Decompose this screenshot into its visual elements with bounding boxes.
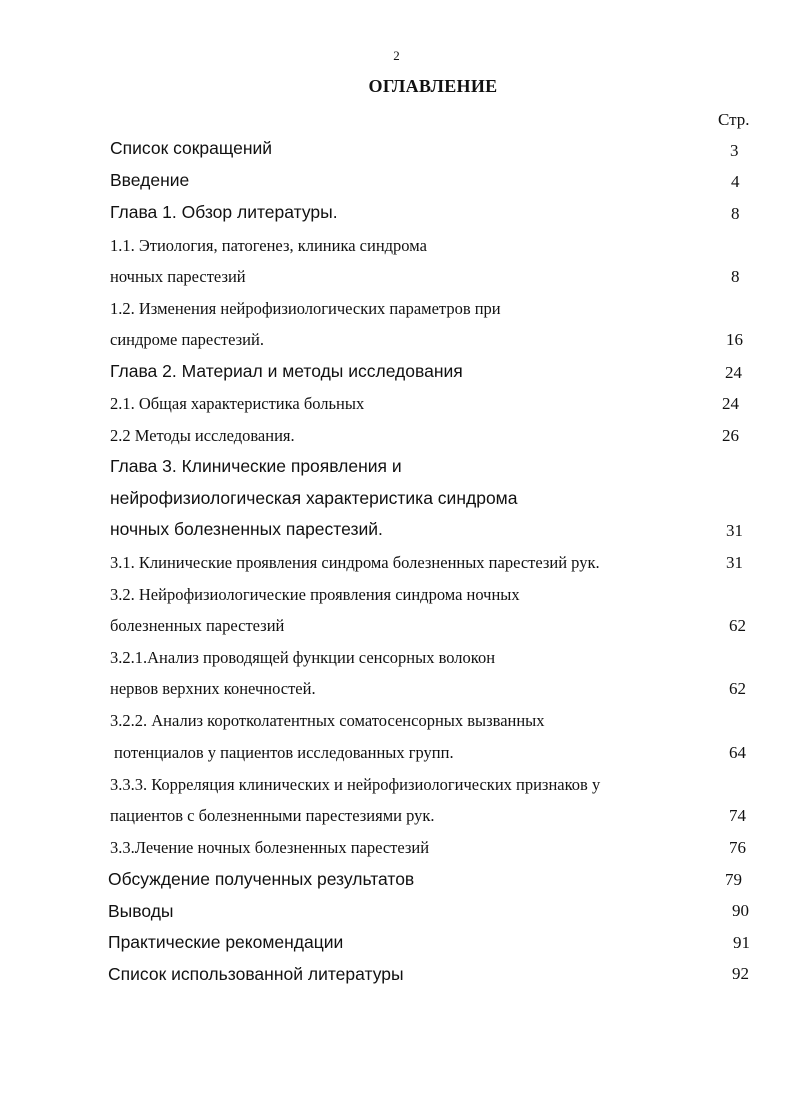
toc-page-discussion: 79 xyxy=(725,870,742,889)
toc-entry-section-1-2-cont[interactable]: синдроме парестезий. xyxy=(110,330,264,349)
toc-page-recommendations: 91 xyxy=(733,933,750,952)
toc-entry-section-3-2-2-cont[interactable]: потенциалов у пациентов исследованных групп. xyxy=(114,743,454,762)
toc-entry-references[interactable]: Список использованной литературы xyxy=(108,964,404,984)
toc-entry-section-3-2-1[interactable]: 3.2.1.Анализ проводящей функции сенсорных волокон xyxy=(110,648,496,667)
toc-page-section-3-2-1: 62 xyxy=(729,679,746,698)
toc-page-section-1-2: 16 xyxy=(726,330,743,349)
toc-entry-chapter-2[interactable]: Глава 2. Материал и методы исследования xyxy=(110,361,463,381)
toc-page-conclusions: 90 xyxy=(732,901,749,920)
toc-entry-section-3-1[interactable]: 3.1. Клинические проявления синдрома болезненных парестезий рук. xyxy=(110,553,600,572)
toc-page-section-2-1: 24 xyxy=(722,394,739,413)
toc-entry-conclusions[interactable]: Выводы xyxy=(108,901,174,921)
page-number: 2 xyxy=(393,48,400,63)
page-column-header: Стр. xyxy=(718,110,750,129)
toc-page-section-2-2: 26 xyxy=(722,426,739,445)
toc-entry-chapter-3[interactable]: Глава 3. Клинические проявления и xyxy=(110,456,402,476)
toc-entry-abbreviations[interactable]: Список сокращений xyxy=(110,138,273,158)
toc-page-chapter-1: 8 xyxy=(731,204,740,223)
toc-entry-introduction[interactable]: Введение xyxy=(110,170,190,190)
toc-page-section-3-2: 62 xyxy=(729,616,746,635)
page-title: ОГЛАВЛЕНИЕ xyxy=(368,76,498,96)
toc-page-section-3-1: 31 xyxy=(726,553,743,572)
toc-entry-section-3-3-3-cont[interactable]: пациентов с болезненными парестезиями рук. xyxy=(110,806,435,825)
toc-entry-section-2-1[interactable]: 2.1. Общая характеристика больных xyxy=(110,394,365,413)
toc-entry-recommendations[interactable]: Практические рекомендации xyxy=(108,932,344,952)
toc-entry-section-1-1[interactable]: 1.1. Этиология, патогенез, клиника синдрома xyxy=(110,236,427,255)
toc-page-section-3-2-2: 64 xyxy=(729,743,746,762)
toc-page-introduction: 4 xyxy=(731,172,740,191)
toc-entry-chapter-1[interactable]: Глава 1. Обзор литературы. xyxy=(110,202,338,222)
toc-page-section-1-1: 8 xyxy=(731,267,740,286)
toc-page-section-3-3: 76 xyxy=(729,838,746,857)
toc-entry-section-3-2-1-cont[interactable]: нервов верхних конечностей. xyxy=(110,679,316,698)
toc-entry-section-3-3[interactable]: 3.3.Лечение ночных болезненных парестезий xyxy=(110,838,430,857)
toc-page-abbreviations: 3 xyxy=(730,141,739,160)
toc-entry-chapter-3-cont2[interactable]: ночных болезненных парестезий. xyxy=(110,519,383,539)
toc-entry-chapter-3-cont1[interactable]: нейрофизиологическая характеристика синдрома xyxy=(110,488,518,508)
toc-entry-section-1-1-cont[interactable]: ночных парестезий xyxy=(110,267,246,286)
toc-page-chapter-3: 31 xyxy=(726,521,743,540)
toc-entry-section-3-2[interactable]: 3.2. Нейрофизиологические проявления синдрома ночных xyxy=(110,585,520,604)
toc-page-chapter-2: 24 xyxy=(725,363,742,382)
toc-entry-section-3-3-3[interactable]: 3.3.3. Корреляция клинических и нейрофизиологических признаков у xyxy=(110,775,601,794)
toc-entry-section-2-2[interactable]: 2.2 Методы исследования. xyxy=(110,426,295,445)
toc-entry-section-3-2-cont[interactable]: болезненных парестезий xyxy=(110,616,285,635)
toc-entry-discussion[interactable]: Обсуждение полученных результатов xyxy=(108,869,415,889)
toc-entry-section-3-2-2[interactable]: 3.2.2. Анализ коротколатентных соматосенсорных вызванных xyxy=(110,711,545,730)
toc-page-section-3-3-3: 74 xyxy=(729,806,746,825)
toc-entry-section-1-2[interactable]: 1.2. Изменения нейрофизиологических параметров при xyxy=(110,299,501,318)
toc-page-references: 92 xyxy=(732,964,749,983)
